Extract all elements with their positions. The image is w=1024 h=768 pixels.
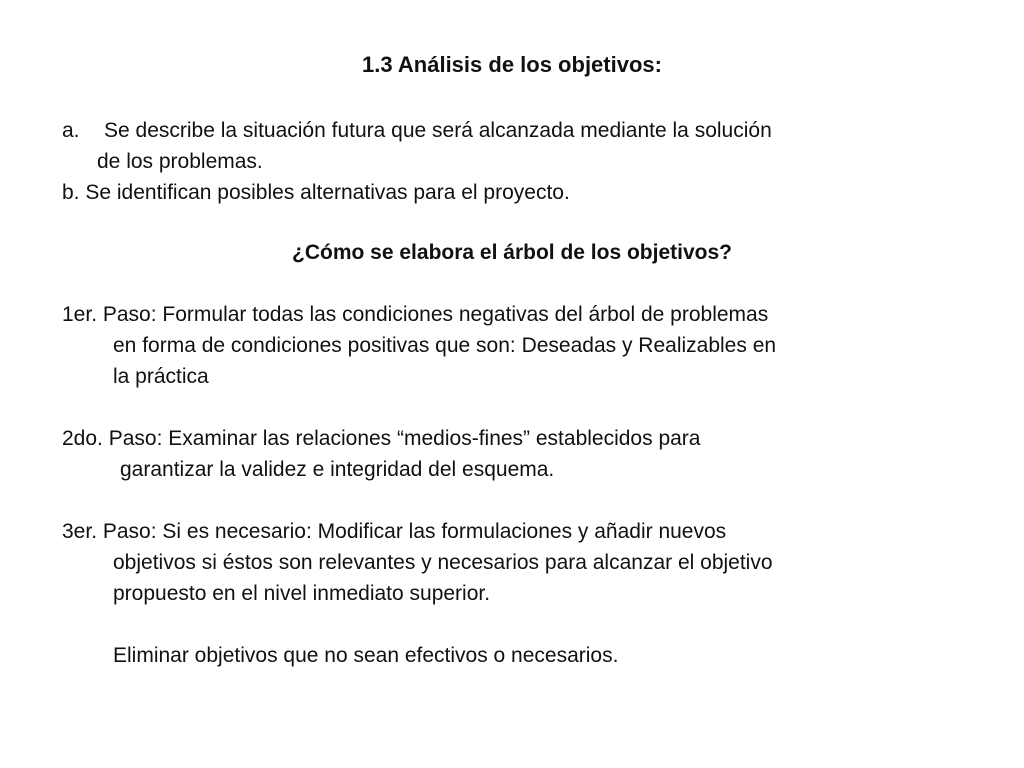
step3-line-2: objetivos si éstos son relevantes y necesarios para alcanzar el objetivo — [113, 551, 773, 574]
section-subtitle: ¿Cómo se elabora el árbol de los objetivos? — [292, 241, 732, 264]
step2-line-2: garantizar la validez e integridad del esquema. — [120, 458, 555, 481]
list-a-line-2: de los problemas. — [97, 150, 263, 173]
step3-line-1: 3er. Paso: Si es necesario: Modificar las formulaciones y añadir nuevos — [62, 520, 727, 543]
step3-line-4: Eliminar objetivos que no sean efectivos o necesarios. — [113, 644, 619, 667]
step3-line-3: propuesto en el nivel inmediato superior. — [113, 582, 491, 605]
step1-line-3: la práctica — [113, 365, 209, 388]
step2-line-1: 2do. Paso: Examinar las relaciones “medios-fines” establecidos para — [62, 427, 701, 450]
list-a-marker: a. — [62, 119, 80, 142]
list-a-line-1: Se describe la situación futura que será alcanzada mediante la solución — [104, 119, 772, 142]
list-b-line-1: b. Se identifican posibles alternativas para el proyecto. — [62, 181, 570, 204]
page-title: 1.3 Análisis de los objetivos: — [362, 52, 662, 77]
step1-line-1: 1er. Paso: Formular todas las condiciones negativas del árbol de problemas — [62, 303, 769, 326]
step1-line-2: en forma de condiciones positivas que son: Deseadas y Realizables en — [113, 334, 777, 357]
